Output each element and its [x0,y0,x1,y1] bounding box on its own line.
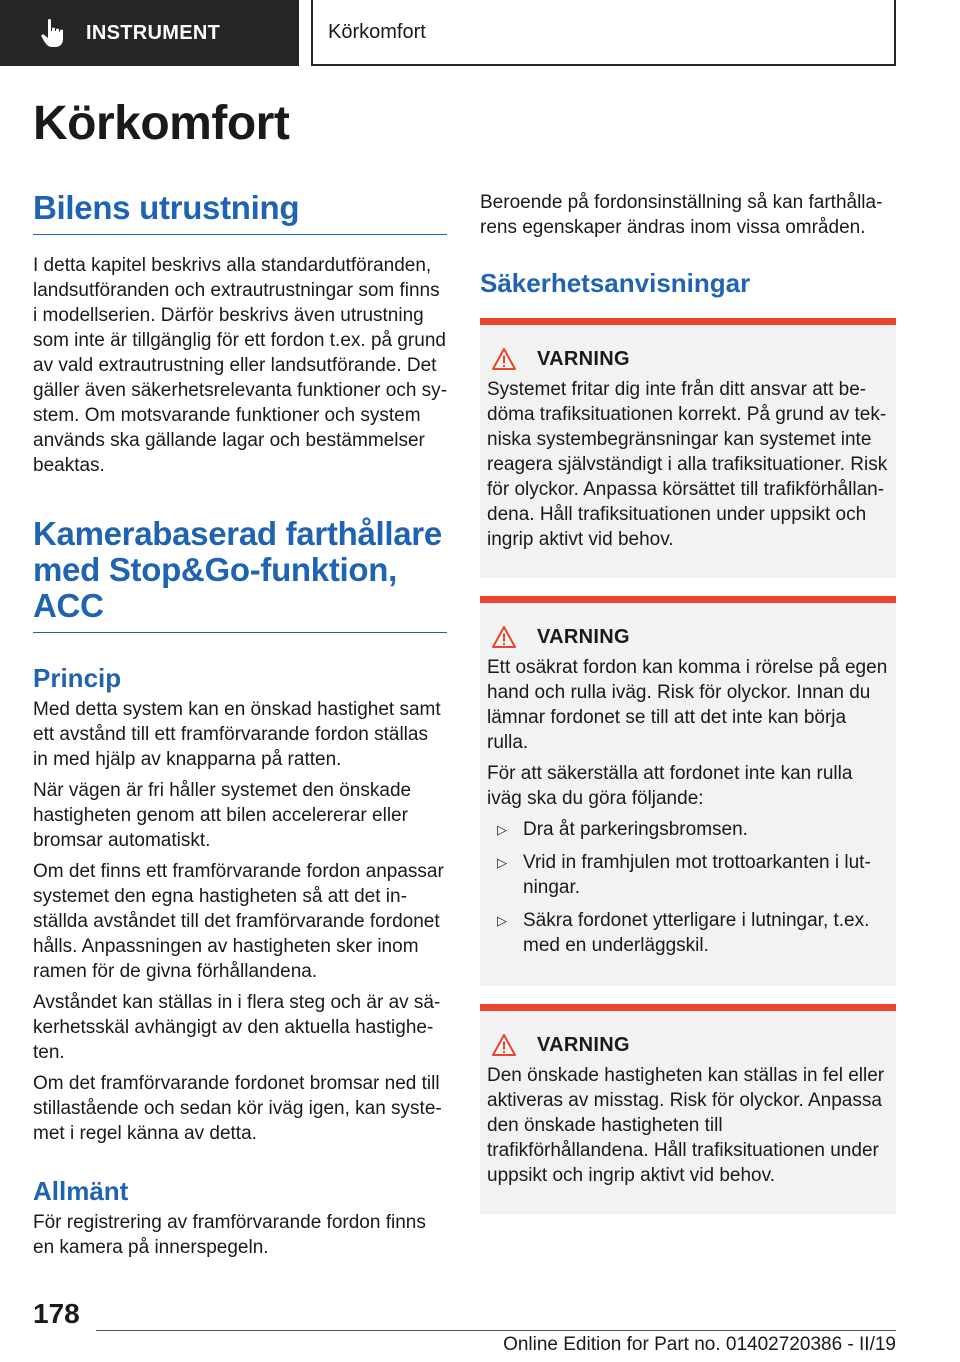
chapter-tab [0,0,299,66]
warning-text: Den önskade hastigheten kan ställas in fel eller aktiveras av misstag. Risk för olyckor. Anpassa den önskade hastigheten till trafikförhållandena. Håll trafiksituationen under uppsikt och ingrip aktivt vid behov. [487,1065,885,1186]
paragraph-princip-5: Om det framförvarande fordonet bromsar ned till stillastående och sedan kör iväg igen, kan systemet i regel känna av detta. [33,1073,442,1144]
section-header-label: Körkomfort [328,20,426,43]
paragraph-bilens: I detta kapitel beskrivs alla standardutföranden, landsutföranden och extrautrustningar som finns i modellserien. Därför beskrivs även utrustning som inte är tillgänglig för ett fordon t.ex. på grund av vald extrautrustning eller landsutförande. Det gäller även säkerhetsrelevanta funktioner och system. Om motsvarande funktioner och system används ska gällande lagar och bestämmelser beaktas. [33,255,448,476]
warning-label: VARNING [537,625,630,648]
list-item-text: Vrid in framhjulen mot trottoarkanten i lutningar. [523,852,871,898]
paragraph-intro: Beroende på fordonsinställning så kan farthållarens egenskaper ändras inom vissa områden. [480,192,883,238]
list-item [487,817,888,842]
warning-label: VARNING [537,347,630,370]
heading-allmant: Allmänt [33,1176,129,1206]
heading-princip: Princip [33,663,122,693]
list-item-text: Säkra fordonet ytterligare i lutningar, t.ex. med en underläggskil. [523,910,870,956]
paragraph-princip-3: Om det finns ett framförvarande fordon anpassar systemet den egna hastigheten så att det inställda avståndet till det framförvarande fordonet hålls. Anpassningen av hastigheten sker inom ramen för de givna förhållandena. [33,861,444,982]
list-item [487,850,888,900]
section-header [311,0,896,66]
paragraph-princip-1: Med detta system kan en önskad hastighet samt ett avstånd till ett framförvarande fordon ställas in med hjälp av knapparna på ratten. [33,699,441,770]
footer-edition: Online Edition for Part no. 01402720386 - II/19 [503,1334,896,1355]
paragraph-princip-4: Avståndet kan ställas in i flera steg och är av säkerhetsskäl avhängigt av den aktuella hastigheten. [33,992,441,1063]
paragraph-allmant: För registrering av framförvarande fordon finns en kamera på innerspegeln. [33,1212,426,1258]
paragraph-princip-2: När vägen är fri håller systemet den önskade hastigheten genom att bilen accelererar eller bromsar automatiskt. [33,780,412,851]
heading-sakerhetsanvisningar: Säkerhetsanvisningar [480,268,751,298]
warning-header [491,347,888,371]
bullet-triangle-icon: ▷ [497,913,507,928]
warning-header [491,625,888,649]
warning-box-2 [480,596,896,986]
warning-text: Systemet fritar dig inte från ditt ansvar att bedöma trafiksituationen korrekt. På grund av tekniska systembegränsningar kan systemet inte reagera självständigt i alla trafiksituationer. Risk för olyckor. Anpassa körsättet till trafikförhållandena. Håll trafiksituationen under uppsikt och ingrip aktivt vid behov. [487,379,888,550]
left-column [33,190,447,1266]
warning-text: Ett osäkrat fordon kan komma i rörelse på egen hand och rulla iväg. Risk för olyckor. Innan du lämnar fordonet se till att det inte kan börja rulla. [487,657,888,753]
list-item-text: Dra åt parkeringsbromsen. [523,819,748,840]
page-title: Körkomfort [33,97,290,150]
warning-list [487,817,888,958]
list-item [487,908,888,958]
heading-bilens-utrustning: Bilens utrustning [33,190,447,235]
heading-acc: Kamerabaserad farthållare med Stop&Go-funktion, ACC [33,516,447,633]
bullet-triangle-icon: ▷ [497,822,507,837]
footer-divider [96,1330,896,1331]
page-number: 178 [33,1298,80,1329]
warning-box-3 [480,1004,896,1214]
warning-triangle-icon [491,1033,517,1057]
bullet-triangle-icon: ▷ [497,855,507,870]
warning-box-1 [480,318,896,578]
warning-header [491,1033,888,1057]
hand-pointer-icon [40,18,66,48]
chapter-tab-label: INSTRUMENT [86,21,221,44]
warning-text-2: För att säkerställa att fordonet inte kan rulla iväg ska du göra följande: [487,763,853,809]
right-column [480,190,896,1232]
warning-label: VARNING [537,1033,630,1056]
warning-triangle-icon [491,625,517,649]
warning-triangle-icon [491,347,517,371]
